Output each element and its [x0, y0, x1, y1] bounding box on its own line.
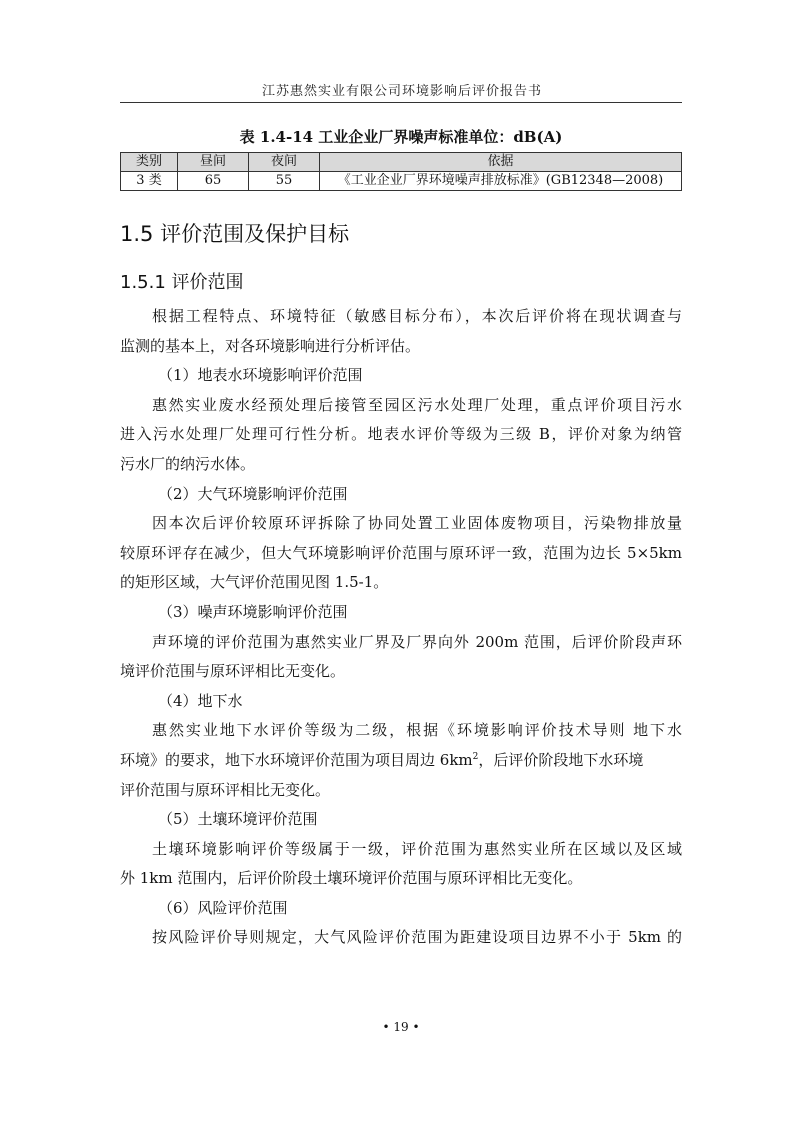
- paragraph-line: 进入污水处理厂处理可行性分析。地表水评价等级为三级 B，评价对象为纳管: [120, 425, 682, 444]
- list-item-heading: （6）风险评价范围: [158, 898, 288, 917]
- page-number: • 19 •: [382, 1020, 420, 1034]
- table-caption: 表 1.4-14 工业企业厂界噪声标准单位：dB(A): [239, 128, 563, 146]
- table-row: [121, 172, 682, 191]
- list-item-heading: （5）土壤环境评价范围: [158, 810, 318, 829]
- paragraph-line: 因本次后评价较原环评拆除了协同处置工业固体废物项目，污染物排放量: [152, 514, 682, 533]
- paragraph-line: 污水厂的纳污水体。: [120, 454, 256, 473]
- body-text: [120, 302, 682, 953]
- list-item-heading: （4）地下水: [158, 691, 243, 710]
- cell-class: 3 类: [121, 172, 178, 191]
- table-header-row: [121, 153, 682, 172]
- paragraph-line: 的矩形区域，大气评价范围见图 1.5-1。: [120, 573, 389, 592]
- paragraph-line: 较原环评存在减少，但大气环境影响评价范围与原环评一致，范围为边长 5×5km: [120, 543, 682, 562]
- paragraph-line: 按风险评价导则规定，大气风险评价范围为距建设项目边界不小于 5km 的: [152, 928, 682, 947]
- paragraph-line: 声环境的评价范围为惠然实业厂界及厂界向外 200m 范围，后评价阶段声环: [152, 632, 682, 651]
- noise-standard-table: [120, 152, 682, 191]
- paragraph-line: 根据工程特点、环境特征（敏感目标分布），本次后评价将在现状调查与: [152, 307, 682, 325]
- list-item-heading: （2）大气环境影响评价范围: [158, 484, 348, 503]
- column-header-day: 昼间: [178, 153, 249, 172]
- list-item-heading: （1）地表水环境影响评价范围: [158, 366, 363, 385]
- column-header-night: 夜间: [249, 153, 320, 172]
- header-rule: [120, 102, 682, 103]
- cell-basis: 《工业企业厂界环境噪声排放标准》(GB12348—2008): [320, 172, 682, 191]
- paragraph-line: 惠然实业地下水评价等级为二级，根据《环境影响评价技术导则 地下水: [152, 721, 682, 740]
- cell-night: 55: [249, 172, 320, 191]
- paragraph-line: 监测的基本上，对各环境影响进行分析评估。: [120, 336, 421, 355]
- column-header-class: 类别: [121, 153, 178, 172]
- text-segment: 环境》的要求，地下水环境评价范围为项目周边 6km: [120, 750, 473, 769]
- paragraph-line: 境评价范围与原环评相比无变化。: [120, 662, 346, 681]
- text-segment: ，后评价阶段地下水环境: [478, 750, 644, 769]
- paragraph-line-with-superscript: [120, 746, 682, 776]
- paragraph-line: 外 1km 范围内，后评价阶段土壤环境评价范围与原环评相比无变化。: [120, 869, 583, 888]
- superscript: 2: [472, 751, 479, 762]
- cell-day: 65: [178, 172, 249, 191]
- paragraph-line: 评价范围与原环评相比无变化。: [120, 780, 331, 799]
- paragraph-line: 惠然实业废水经预处理后接管至园区污水处理厂处理，重点评价项目污水: [152, 395, 682, 414]
- subsection-title: 1.5.1 评价范围: [120, 272, 244, 293]
- running-header: 江苏惠然实业有限公司环境影响后评价报告书: [261, 84, 542, 99]
- paragraph-line: 土壤环境影响评价等级属于一级，评价范围为惠然实业所在区域以及区域: [152, 839, 682, 858]
- list-item-heading: （3）噪声环境影响评价范围: [158, 602, 348, 621]
- section-title: 1.5 评价范围及保护目标: [120, 222, 350, 246]
- column-header-basis: 依据: [320, 153, 682, 172]
